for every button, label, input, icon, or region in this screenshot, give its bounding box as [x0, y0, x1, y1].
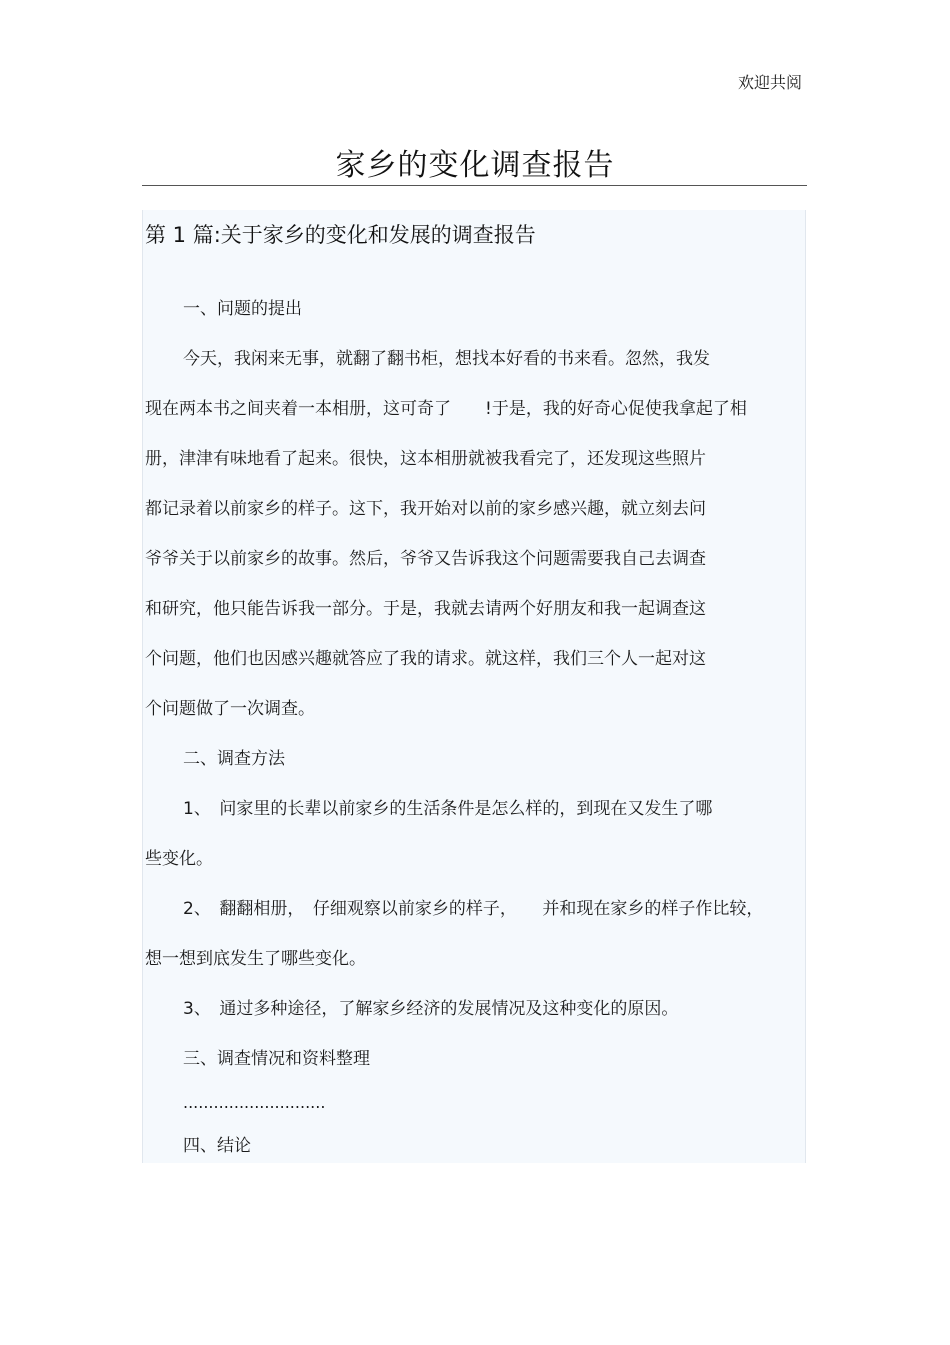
paragraph-line: 现在两本书之间夹着一本相册，这可奇了 !于是，我的好奇心促使我拿起了相	[145, 399, 747, 419]
ellipsis-placeholder: ............................	[183, 1093, 326, 1112]
heading-conclusion: 四、结论	[183, 1136, 251, 1156]
list-item-continuation: 些变化。	[145, 849, 213, 869]
paragraph-line: 和研究，他只能告诉我一部分。于是，我就去请两个好朋友和我一起调查这	[145, 599, 706, 619]
header-note: 欢迎共阅	[737, 73, 802, 92]
paragraph-line: 爷爷关于以前家乡的故事。然后，爷爷又告诉我这个问题需要我自己去调查	[145, 549, 706, 569]
heading-method: 二、调查方法	[183, 749, 285, 769]
heading-findings: 三、调查情况和资料整理	[183, 1049, 370, 1069]
paragraph-line: 个问题，他们也因感兴趣就答应了我的请求。就这样，我们三个人一起对这	[145, 649, 706, 669]
paragraph-line: 个问题做了一次调查。	[145, 699, 315, 719]
list-item: 1、 问家里的长辈以前家乡的生活条件是怎么样的，到现在又发生了哪	[183, 799, 713, 819]
paragraph-line: 都记录着以前家乡的样子。这下，我开始对以前的家乡感兴趣，就立刻去问	[145, 499, 706, 519]
list-item: 2、 翻翻相册， 仔细观察以前家乡的样子， 并和现在家乡的样子作比较，	[183, 899, 764, 919]
title-divider	[142, 185, 807, 186]
paragraph-line: 册，津津有味地看了起来。很快，这本相册就被我看完了，还发现这些照片	[145, 449, 706, 469]
list-item-continuation: 想一想到底发生了哪些变化。	[145, 949, 366, 969]
paragraph-line: 今天，我闲来无事，就翻了翻书柜，想找本好看的书来看。忽然，我发	[183, 349, 710, 369]
section-title: 第 1 篇:关于家乡的变化和发展的调查报告	[145, 223, 536, 247]
list-item: 3、 通过多种途径，了解家乡经济的发展情况及这种变化的原因。	[183, 999, 679, 1019]
page-title: 家乡的变化调查报告	[335, 148, 615, 183]
heading-problem: 一、问题的提出	[183, 299, 302, 319]
